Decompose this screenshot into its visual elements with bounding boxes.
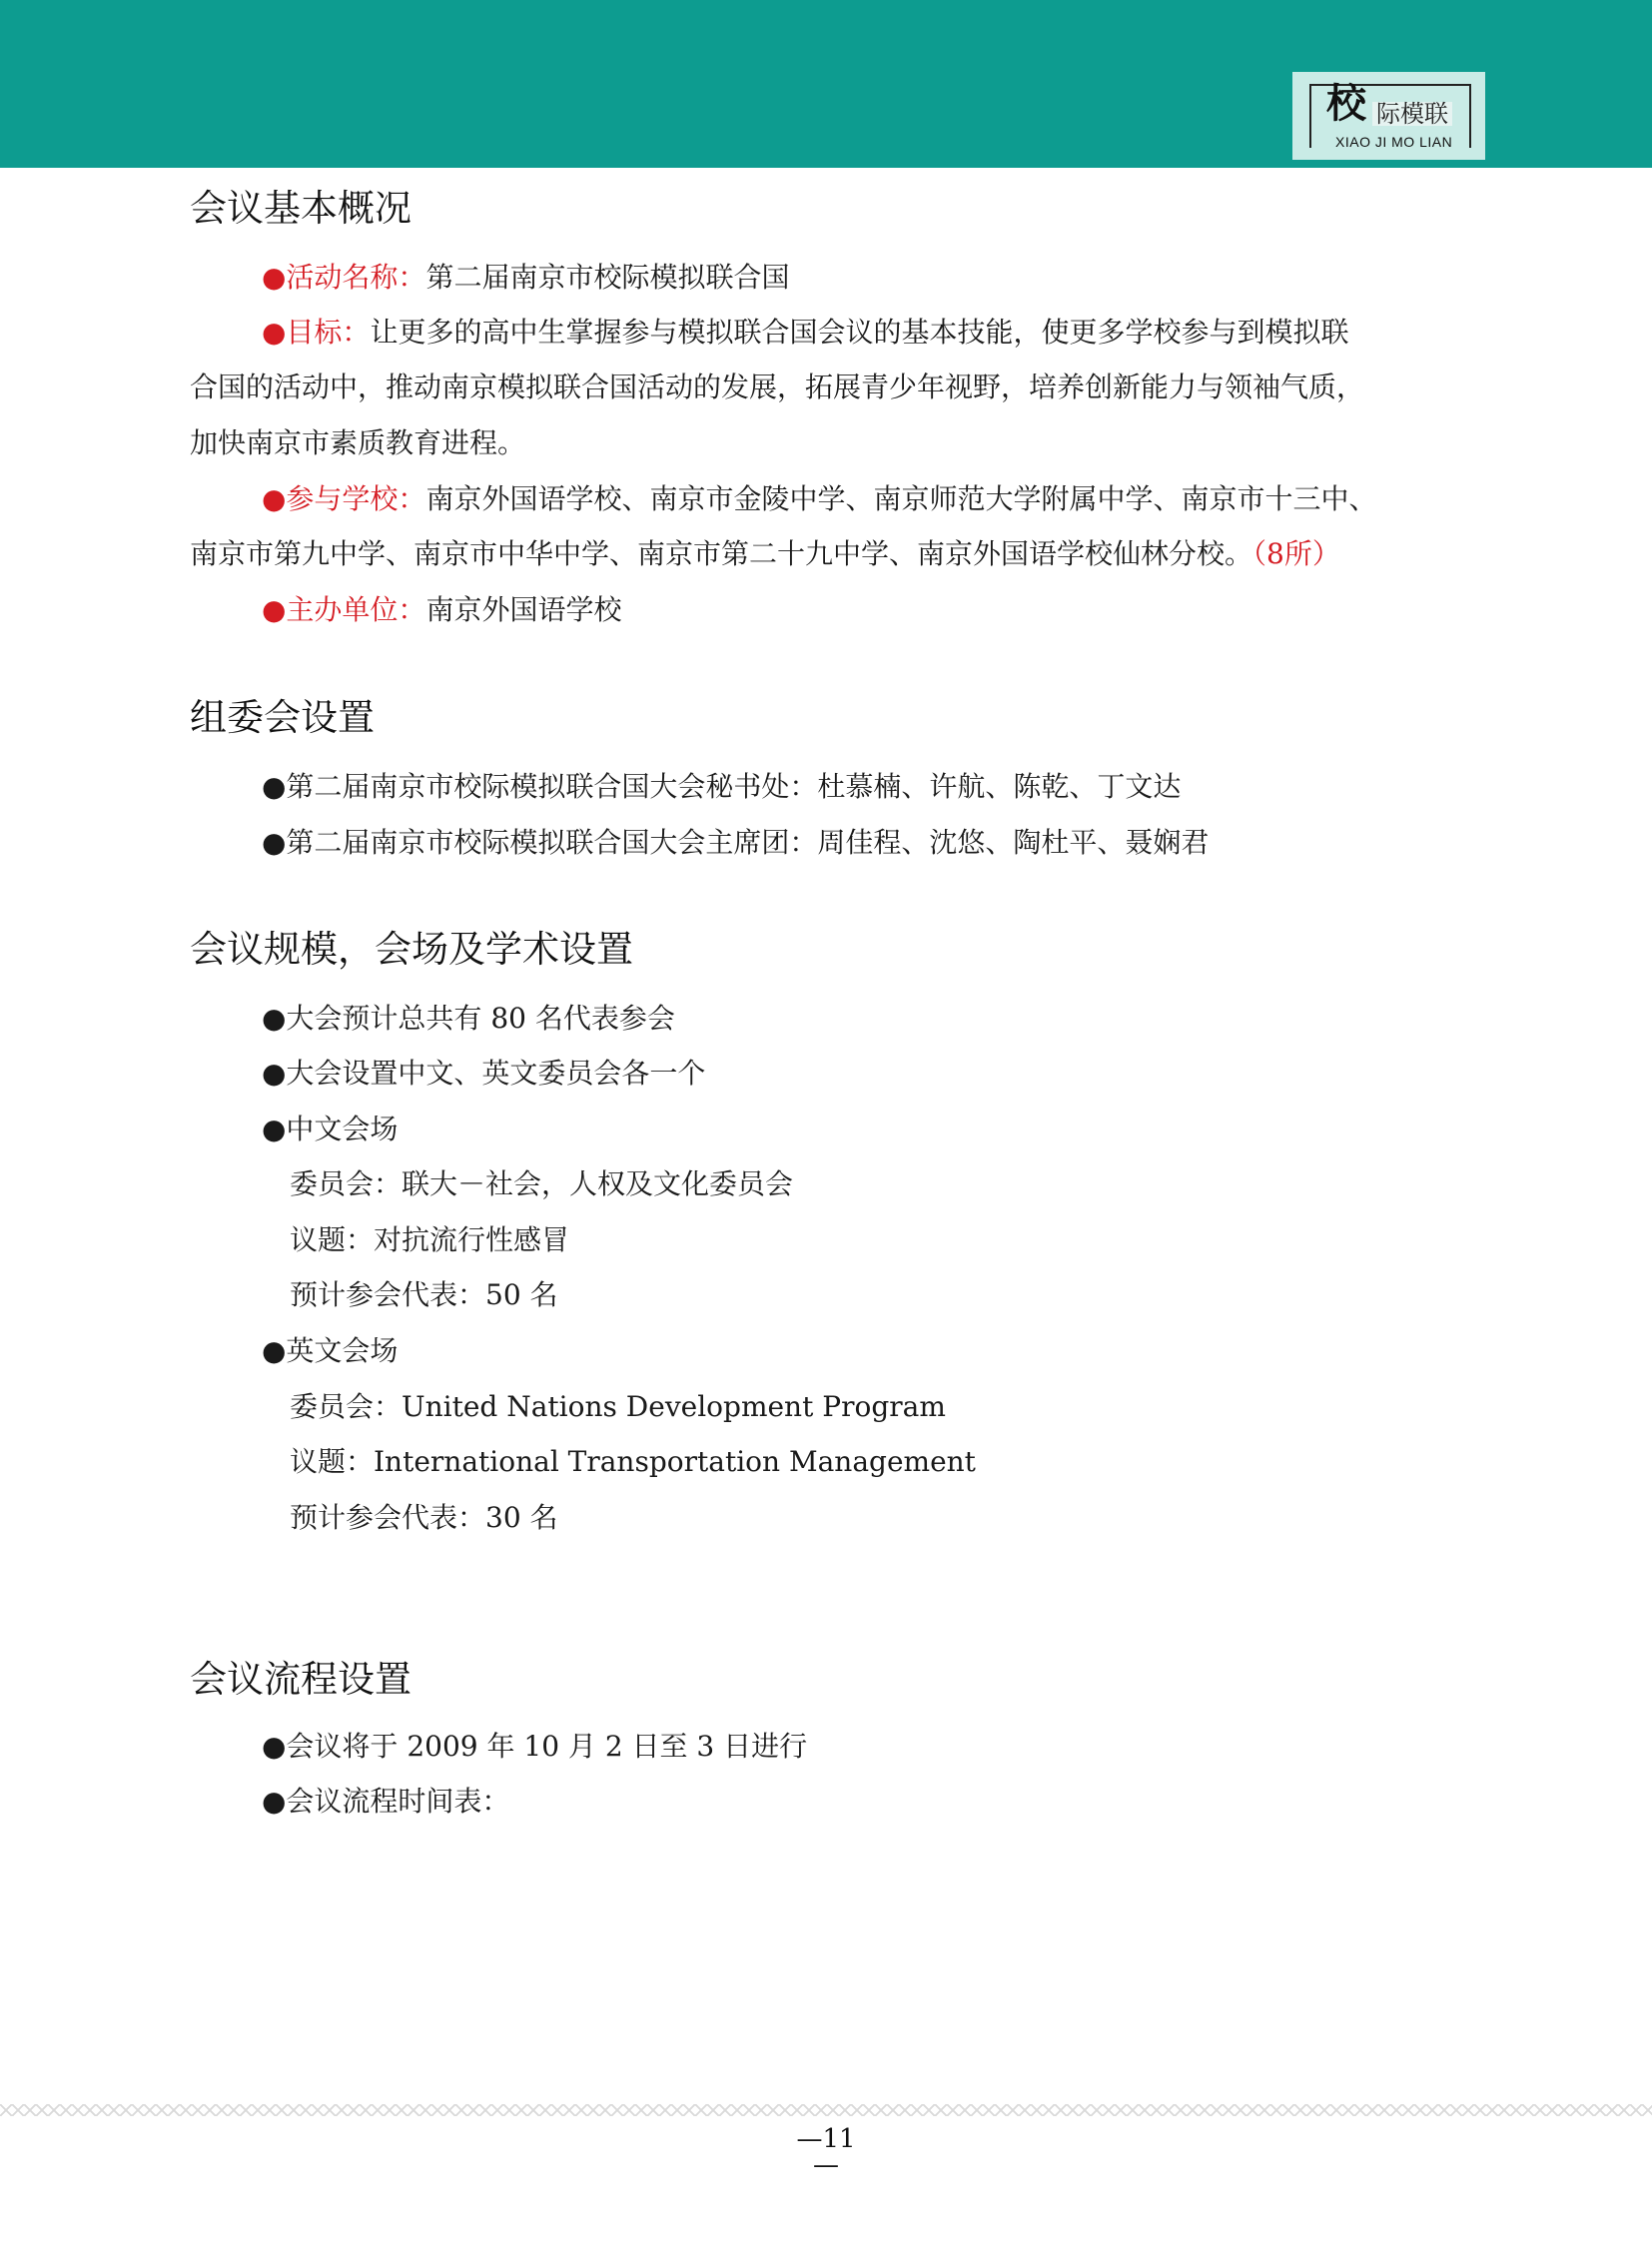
en-committee-line: 委员会：United Nations Development Program	[290, 1390, 946, 1423]
goal-line-1	[262, 316, 1349, 349]
schools-count: （8所）	[1252, 537, 1340, 570]
schools-text-1: 南京外国语学校、南京市金陵中学、南京师范大学附属中学、南京市十三中、	[425, 482, 1377, 515]
presidium-line: ●第二届南京市校际模拟联合国大会主席团：周佳程、沈悠、陶杜平、聂娴君	[262, 826, 1210, 859]
schools-line-1	[262, 482, 1377, 515]
goal-label: ●目标：	[262, 316, 371, 349]
activity-label: ●活动名称：	[262, 261, 426, 294]
schedule-line: ●会议流程时间表：	[262, 1785, 510, 1818]
schools-line-2	[190, 537, 1340, 570]
page-number: —11—	[796, 2124, 856, 2180]
goal-text-1: 让更多的高中生掌握参与模拟联合国会议的基本技能，使更多学校参与到模拟联	[370, 316, 1349, 349]
host-line	[262, 593, 622, 626]
host-value: 南京外国语学校	[425, 593, 622, 626]
en-delegates-line: 预计参会代表：30 名	[290, 1501, 558, 1534]
activity-line	[262, 261, 790, 294]
cn-delegates-line: 预计参会代表：50 名	[290, 1278, 558, 1311]
section-title-committee: 组委会设置	[190, 696, 375, 739]
activity-value: 第二届南京市校际模拟联合国	[425, 261, 790, 294]
cn-committee-line: 委员会：联大－社会，人权及文化委员会	[290, 1167, 794, 1200]
goal-line-2: 合国的活动中，推动南京模拟联合国活动的发展，拓展青少年视野，培养创新能力与领袖气质，	[190, 371, 1365, 403]
footer-divider	[0, 2104, 1652, 2116]
secretariat-line: ●第二届南京市校际模拟联合国大会秘书处：杜慕楠、许航、陈乾、丁文达	[262, 770, 1182, 803]
logo-sub-text: XIAO JI MO LIAN	[1332, 134, 1455, 150]
logo-small-text: 际模联	[1372, 102, 1452, 126]
english-venue-heading: ●英文会场	[262, 1334, 399, 1367]
cn-topic-line: 议题：对抗流行性感冒	[290, 1223, 570, 1256]
logo-big-char: 校	[1326, 81, 1366, 127]
committees-line: ●大会设置中文、英文委员会各一个	[262, 1057, 706, 1090]
logo	[1292, 72, 1485, 160]
chinese-venue-heading: ●中文会场	[262, 1113, 399, 1145]
en-topic-line: 议题：International Transportation Management	[290, 1445, 976, 1478]
section-title-scale: 会议规模，会场及学术设置	[190, 928, 633, 971]
schools-text-2: 南京市第九中学、南京市中华中学、南京市第二十九中学、南京外国语学校仙林分校。	[190, 537, 1253, 570]
section-title-process: 会议流程设置	[190, 1658, 412, 1701]
total-delegates-line: ●大会预计总共有 80 名代表参会	[262, 1002, 675, 1035]
host-label: ●主办单位：	[262, 593, 426, 626]
dates-line: ●会议将于 2009 年 10 月 2 日至 3 日进行	[262, 1730, 808, 1763]
section-title-overview: 会议基本概况	[190, 187, 412, 230]
schools-label: ●参与学校：	[262, 482, 426, 515]
goal-line-3: 加快南京市素质教育进程。	[190, 426, 526, 459]
